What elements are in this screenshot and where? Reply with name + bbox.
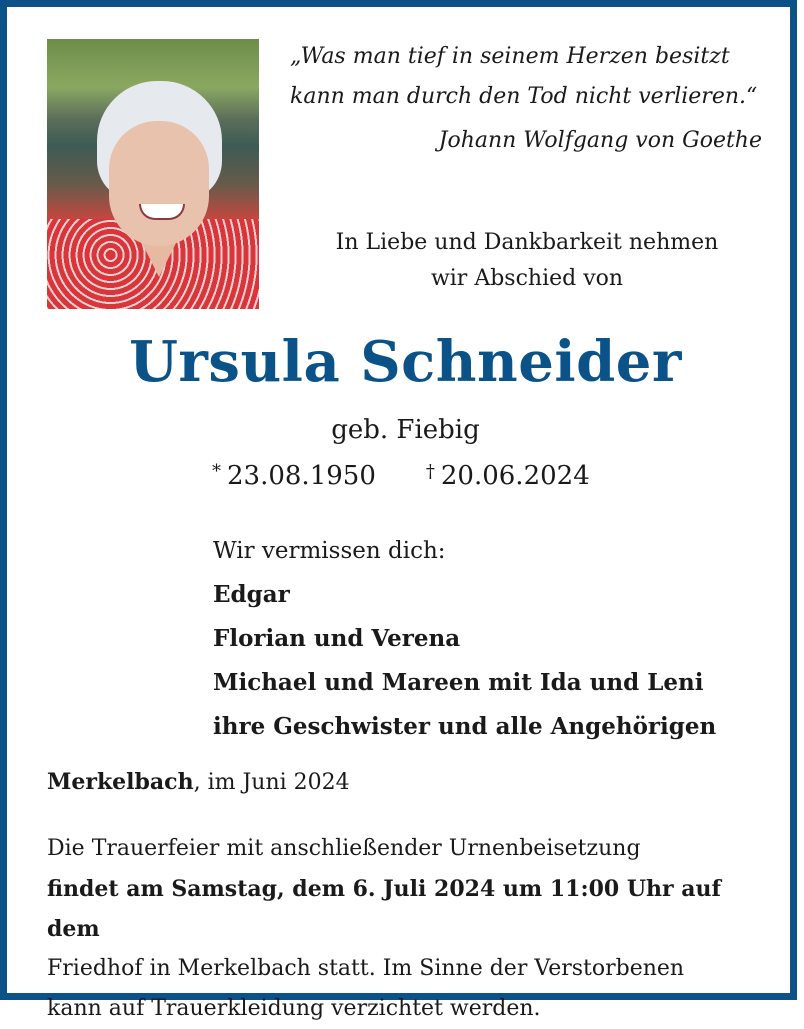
death-date: 20.06.2024 (440, 461, 590, 491)
mourner-item: ihre Geschwister und alle Angehörigen (213, 713, 717, 740)
mourners-list (213, 529, 716, 749)
service-line-date: findet am Samstag, dem 6. Juli 2024 um 11:00 Uhr auf dem (47, 876, 722, 942)
photo-face (109, 121, 209, 246)
quote-author: Johann Wolfgang von Goethe (438, 128, 762, 153)
mourner-item: Edgar (213, 581, 290, 608)
death-cross-icon: † (425, 461, 435, 482)
place-date (47, 769, 350, 795)
deceased-name: Ursula Schneider (129, 329, 682, 395)
place-month: , im Juni 2024 (193, 770, 350, 795)
birth-star-icon: * (212, 461, 221, 482)
service-line: Friedhof in Merkelbach statt. Im Sinne der Verstorbenen (47, 956, 685, 981)
quote-line: kann man durch den Tod nicht verlieren.“ (290, 84, 758, 109)
funeral-service-info (47, 829, 767, 1029)
mourner-item: Florian und Verena (213, 625, 461, 652)
mourner-item: Michael und Mareen mit Ida und Leni (213, 669, 704, 696)
life-dates (212, 461, 590, 491)
birth-date: 23.08.1950 (227, 461, 376, 491)
portrait-photo (47, 39, 259, 306)
service-line: kann auf Trauerkleidung verzichtet werden. (47, 996, 541, 1021)
birth-name: geb. Fiebig (331, 415, 480, 445)
mourners-heading: Wir vermissen dich: (213, 538, 446, 564)
intro-line: wir Abschied von (430, 266, 624, 291)
goethe-quote (290, 37, 770, 161)
service-line: Die Trauerfeier mit anschließender Urnenbeisetzung (47, 836, 641, 861)
intro-line: In Liebe und Dankbarkeit nehmen (335, 230, 719, 255)
quote-line: „Was man tief in seinem Herzen besitzt (290, 44, 730, 69)
place-town: Merkelbach (47, 769, 194, 795)
intro-text (287, 225, 767, 297)
